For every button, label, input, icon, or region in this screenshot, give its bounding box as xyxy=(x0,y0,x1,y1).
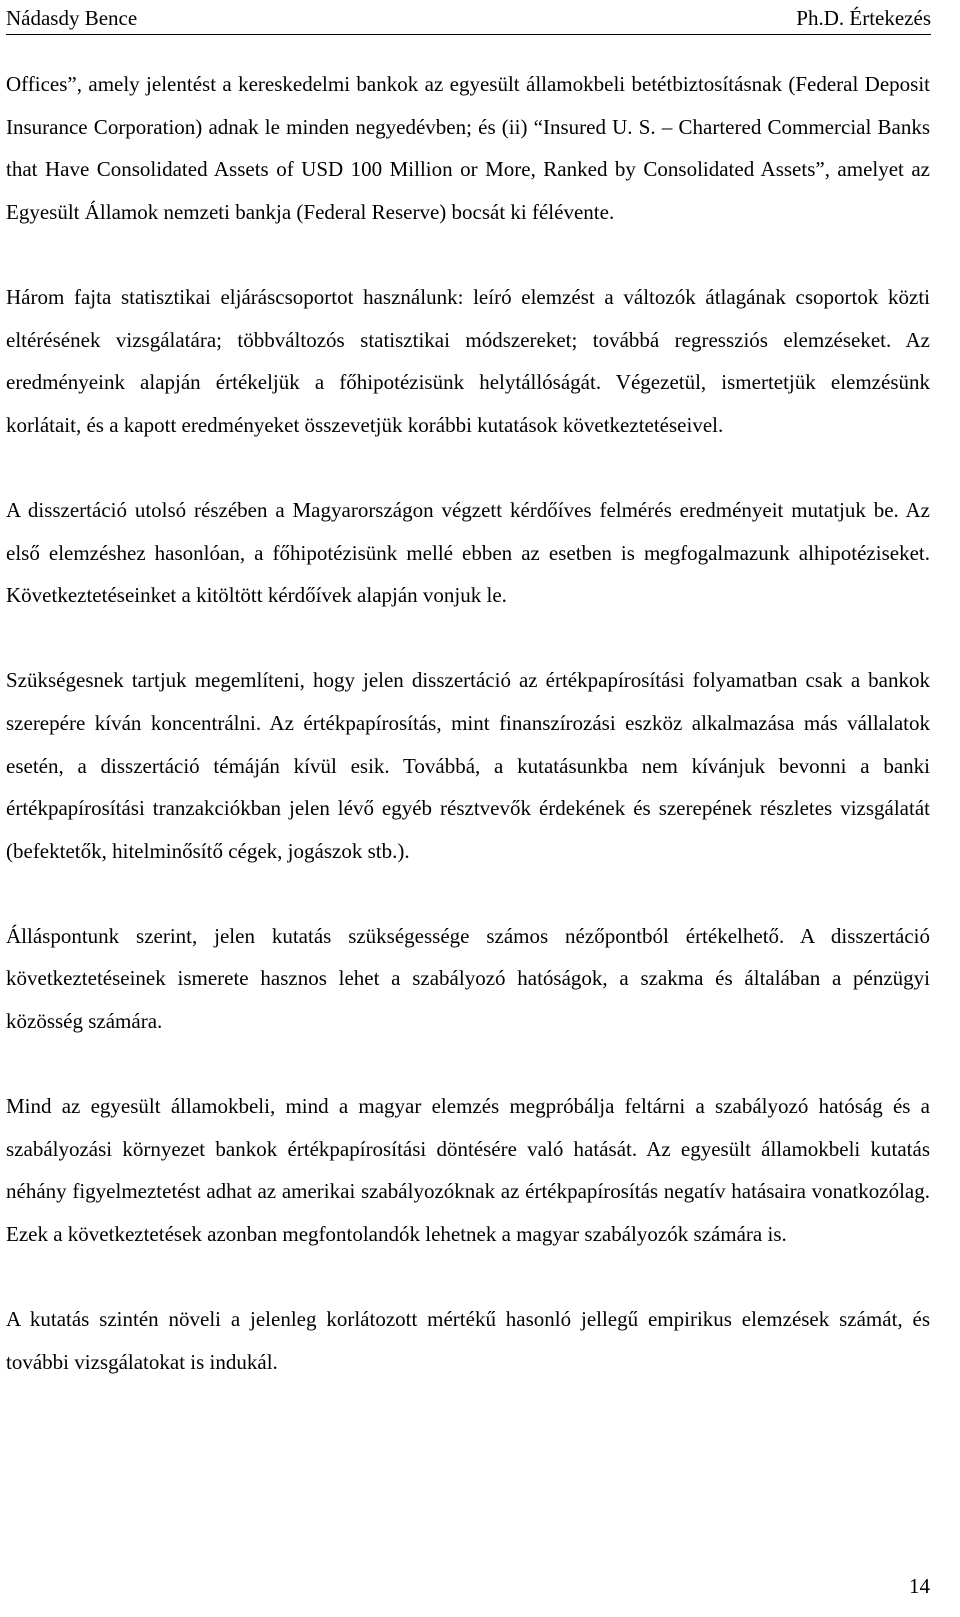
page-number: 14 xyxy=(909,1574,930,1598)
page-header xyxy=(6,4,931,35)
paragraph-statistical-methods: Három fajta statisztikai eljáráscsoportot használunk: leíró elemzést a változók átlagának csoportok közti eltérésének vizsgálatára; többváltozós statisztikai módszereket; továbbá regressziós elemzéseket. Az eredményeink alapján értékeljük a főhipotézisünk helytállóságát. Végezetül, ismertetjük elemzésünk korlátait, és a kapott eredményeket összevetjük korábbi kutatások következtetéseivel. xyxy=(6,284,930,437)
paragraph-hungarian-survey: A disszertáció utolsó részében a Magyarországon végzett kérdőíves felmérés eredményeit mutatjuk be. Az első elemzéshez hasonlóan, a főhipotézisünk mellé ebben az esetben is megfogalmazunk alhipotéziseket. Következtetéseinket a kitöltött kérdőívek alapján vonjuk le. xyxy=(6,497,930,608)
paragraph-regulatory-impact: Mind az egyesült államokbeli, mind a magyar elemzés megpróbálja feltárni a szabályozó hatóság és a szabályozási környezet bankok értékpapírosítási döntésére való hatását. Az egyesült államokbeli kutatás néhány figyelmeztetést adhat az amerikai szabályozóknak az értékpapírosítás negatív hatásaira vonatkozólag. Ezek a következtetések azonban megfontolandók lehetnek a magyar szabályozók számára is. xyxy=(6,1094,930,1247)
paragraph-relevance: Álláspontunk szerint, jelen kutatás szükségessége számos nézőpontból értékelhető. A disszertáció következtetéseinek ismerete hasznos lehet a szabályozó hatóságok, a szakma és általában a pénzügyi közösség számára. xyxy=(6,923,930,1034)
header-document-type: Ph.D. Értekezés xyxy=(796,6,931,30)
paragraph-scope: Szükségesnek tartjuk megemlíteni, hogy jelen disszertáció az értékpapírosítási folyamatban csak a bankok szerepére kíván koncentrálni. Az értékpapírosítás, mint finanszírozási eszköz alkalmazása más vállalatok esetén, a disszertáció témáján kívül esik. Továbbá, a kutatásunkba nem kívánjuk bevonni a banki értékpapírosítási tranzakciókban jelen lévő egyéb résztvevők érdekének és szerepének részletes vizsgálatát (befektetők, hitelminősítő cégek, jogászok stb.). xyxy=(6,668,930,863)
header-author: Nádasdy Bence xyxy=(6,6,138,30)
paragraph-data-sources: Offices”, amely jelentést a kereskedelmi bankok az egyesült államokbeli betétbiztosításnak (Federal Deposit Insurance Corporation) adnak le minden negyedévben; és (ii) “Insured U. S. – Chartered Commercial Banks that Have Consolidated Assets of USD 100 Million or More, Ranked by Consolidated Assets”, amelyet az Egyesült Államok nemzeti bankja (Federal Reserve) bocsát ki félévente. xyxy=(6,72,930,224)
paragraph-further-research: A kutatás szintén növeli a jelenleg korlátozott mértékű hasonló jellegű empirikus elemzések számát, és további vizsgálatokat is indukál. xyxy=(6,1307,930,1374)
body-text xyxy=(6,63,930,1426)
